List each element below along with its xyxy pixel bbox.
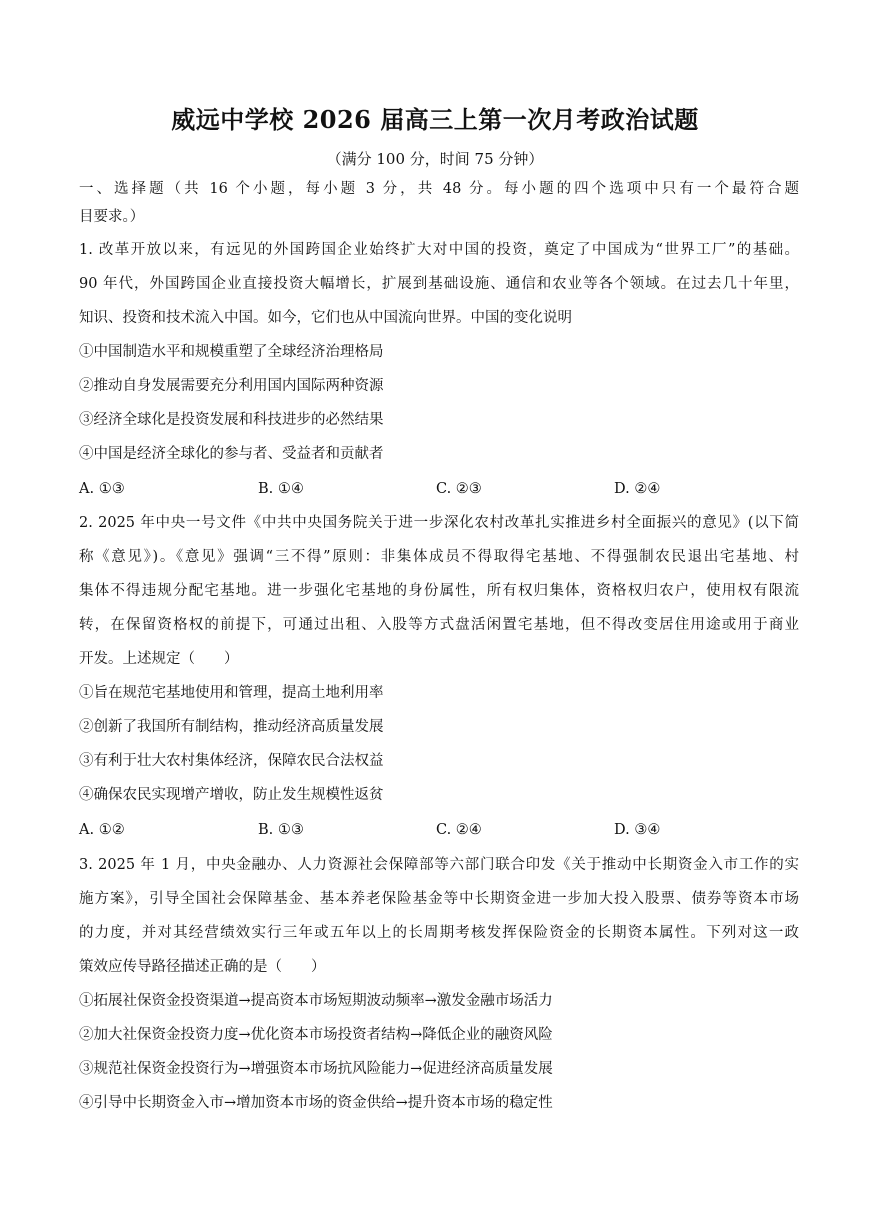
question-stem: 集体不得违规分配宅基地。进一步强化宅基地的身份属性，所有权归集体，资格权归农户，使用权有限流 [79, 583, 799, 599]
statement-3: ③规范社保资金投资行为→增强资本市场抗风险能力→促进经济高质量发展 [79, 1061, 553, 1077]
statement-4: ④确保农民实现增产增收，防止发生规模性返贫 [79, 787, 384, 803]
statement-2: ②创新了我国所有制结构，推动经济高质量发展 [79, 719, 384, 735]
section-heading-cont: 目要求。） [79, 209, 145, 225]
question-stem: 策效应传导路径描述正确的是（ ） [79, 959, 326, 975]
option-a: A. ①② [79, 822, 125, 838]
option-b: B. ①③ [258, 822, 304, 838]
question-stem: 90 年代，外国跨国企业直接投资大幅增长，扩展到基础设施、通信和农业等各个领域。在过去几十年里， [79, 276, 799, 292]
statement-4: ④中国是经济全球化的参与者、受益者和贡献者 [79, 446, 384, 462]
statement-1: ①中国制造水平和规模重塑了全球经济治理格局 [79, 344, 384, 360]
exam-subtitle: （满分 100 分，时间 75 分钟） [326, 150, 544, 168]
statement-1: ①旨在规范宅基地使用和管理，提高土地利用率 [79, 685, 384, 701]
question-stem: 施方案》，引导全国社会保障基金、基本养老保险基金等中长期资金进一步加大投入股票、债券等资本市场 [79, 891, 799, 907]
question-stem: 知识、投资和技术流入中国。如今，它们也从中国流向世界。中国的变化说明 [79, 310, 572, 326]
question-stem: 1. 改革开放以来，有远见的外国跨国企业始终扩大对中国的投资，奠定了中国成为“世界工厂”的基础。 [79, 242, 799, 258]
question-stem: 转，在保留资格权的前提下，可通过出租、入股等方式盘活闲置宅基地，但不得改变居住用途或用于商业 [79, 617, 799, 633]
question-stem: 称《意见》)。《意见》强调“三不得”原则：非集体成员不得取得宅基地、不得强制农民退出宅基地、村 [79, 549, 799, 565]
option-c: C. ②③ [436, 481, 482, 497]
question-stem: 开发。上述规定（ ） [79, 651, 239, 667]
statement-4: ④引导中长期资金入市→增加资本市场的资金供给→提升资本市场的稳定性 [79, 1095, 553, 1111]
question-stem: 的力度，并对其经营绩效实行三年或五年以上的长周期考核发挥保险资金的长期资本属性。下列对这一政 [79, 925, 799, 941]
section-heading: 一、选择题（共 16 个小题，每小题 3 分，共 48 分。每小题的四个选项中只有一个最符合题 [79, 181, 799, 197]
question-stem: 2. 2025 年中央一号文件《中共中央国务院关于进一步深化农村改革扎实推进乡村全面振兴的意见》(以下简 [79, 515, 799, 531]
statement-2: ②推动自身发展需要充分利用国内国际两种资源 [79, 378, 384, 394]
statement-3: ③有利于壮大农村集体经济，保障农民合法权益 [79, 753, 384, 769]
statement-3: ③经济全球化是投资发展和科技进步的必然结果 [79, 412, 384, 428]
statement-1: ①拓展社保资金投资渠道→提高资本市场短期波动频率→激发金融市场活力 [79, 993, 553, 1009]
option-d: D. ②④ [614, 481, 661, 497]
option-c: C. ②④ [436, 822, 482, 838]
exam-title: 威远中学校 2026 届高三上第一次月考政治试题 [171, 105, 699, 134]
option-a: A. ①③ [79, 481, 125, 497]
option-d: D. ③④ [614, 822, 661, 838]
question-stem: 3. 2025 年 1 月，中央金融办、人力资源社会保障部等六部门联合印发《关于推动中长期资金入市工作的实 [79, 857, 799, 873]
statement-2: ②加大社保资金投资力度→优化资本市场投资者结构→降低企业的融资风险 [79, 1027, 553, 1043]
option-b: B. ①④ [258, 481, 304, 497]
